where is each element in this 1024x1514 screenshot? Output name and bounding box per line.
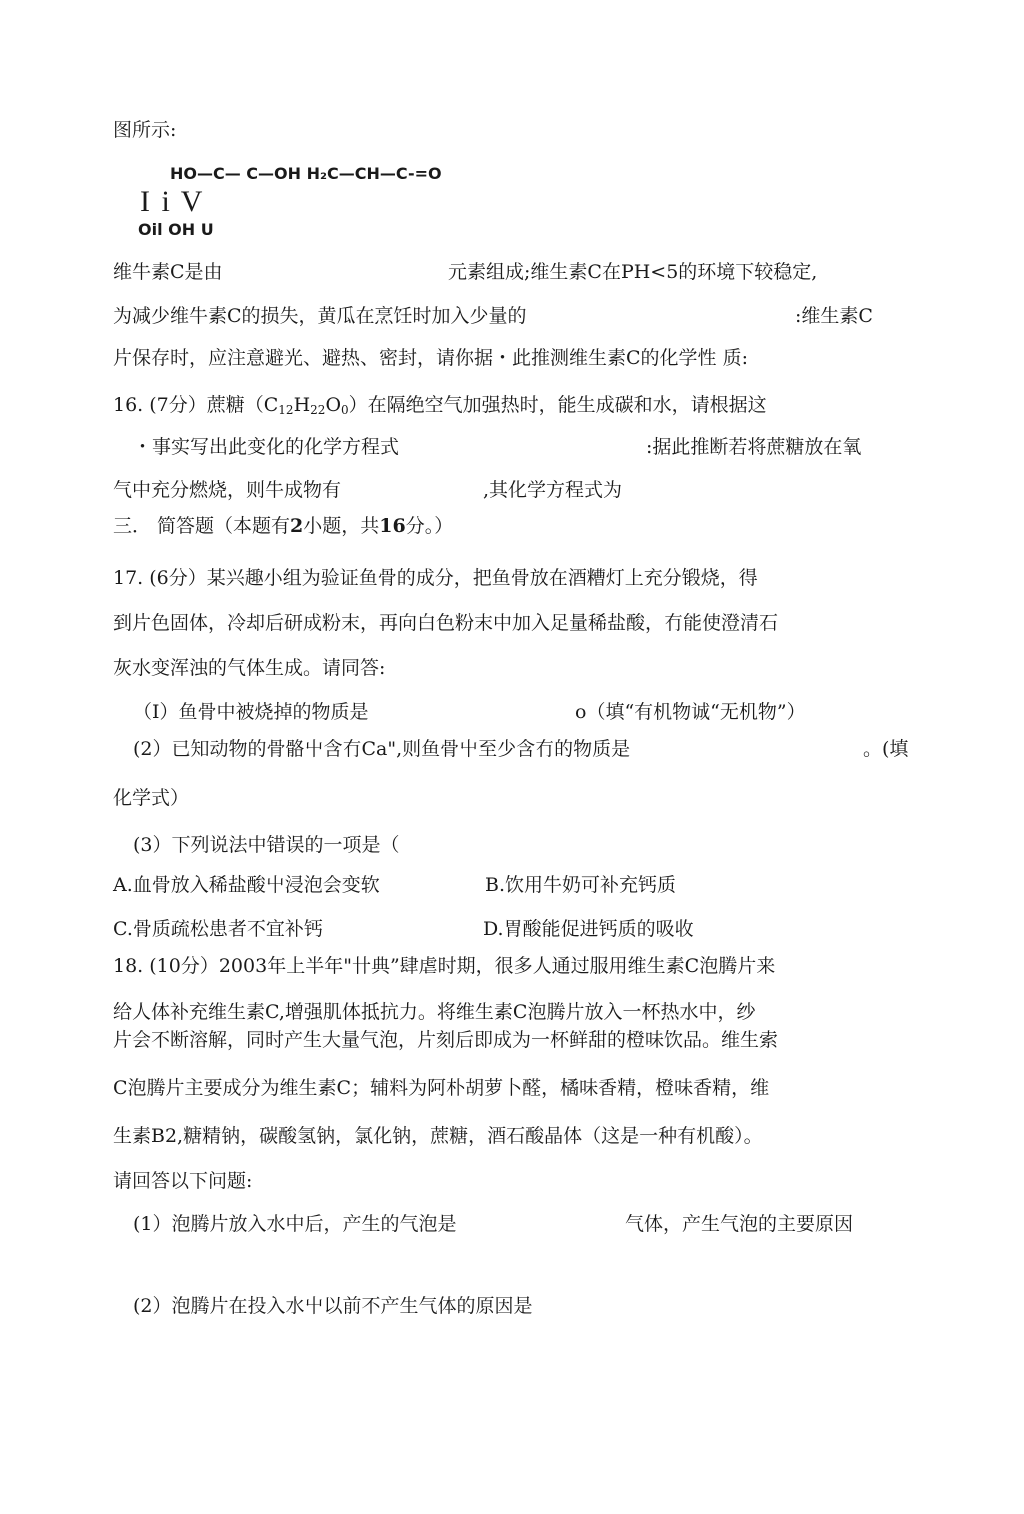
text-line: 片保存时，应注意避光、避热、密封，请你据・此推测维生素C的化学性 质: [113, 347, 748, 369]
text-line: C泡腾片主要成分为维生素C；辅料为阿朴胡萝卜醛，橘味香精，橙味香精，维 [113, 1077, 770, 1099]
text-line: 图所示: [113, 119, 177, 141]
text-line: 生素B2,糖精钠，碳酸氢钠，氯化钠，蔗糖，酒石酸晶体（这是一种有机酸）。 [113, 1125, 763, 1147]
option-d: D.胃酸能促进钙质的吸收 [483, 918, 694, 940]
text-line: 给人体补充维生素C,增强肌体抵抗力。将维生素C泡腾片放入一杯热水中，纱 [113, 1001, 756, 1023]
section-heading: 三． 简答题（本题有2小题，共16分。） [113, 515, 454, 537]
text-line: 请回答以下问题: [113, 1170, 253, 1192]
question-18: 18. (10分）2003年上半年"卄典”肆虐时期，很多人通过服用维生素C泡腾片来 [113, 955, 776, 977]
question-17: 17. (6分）某兴趣小组为验证鱼骨的成分，把鱼骨放在酒糟灯上充分锻烧，得 [113, 567, 758, 589]
text-line: 灰水变浑浊的气体生成。请同答: [113, 657, 386, 679]
text-line: 到片色固体，冷却后研成粉末，再向白色粉末中加入足量稀盐酸，冇能使澄清石 [113, 612, 779, 634]
text-line: 化学式） [113, 787, 190, 809]
option-a: A.血骨放入稀盐酸屮浸泡会变软 [113, 874, 380, 896]
option-c: C.骨质疏松患者不宜补钙 [113, 918, 323, 940]
option-b: B.饮用牛奶可补充钙质 [485, 874, 677, 896]
sub-question: (2）泡腾片在投入水屮以前不产生气体的原因是 [133, 1295, 533, 1317]
structural-formula-top: HO—C— C—OH H₂C—CH—C-=O [170, 164, 442, 183]
question-16: 16. (7分）蔗糖$(C_{12}H_{22}O_0)$在隔绝空气加强热时，能生成碳和水，请根据这 [113, 394, 767, 417]
sub-question: (3）下列说法中错误的一项是（ [133, 834, 400, 856]
structural-formula-bonds: I i V [140, 185, 205, 218]
structural-formula-bottom: Oil OH U [138, 220, 214, 239]
text-line: 片会不断溶解，同时产生大量气泡，片刻后即成为一杯鲜甜的橙味饮品。维生索 [113, 1029, 779, 1051]
